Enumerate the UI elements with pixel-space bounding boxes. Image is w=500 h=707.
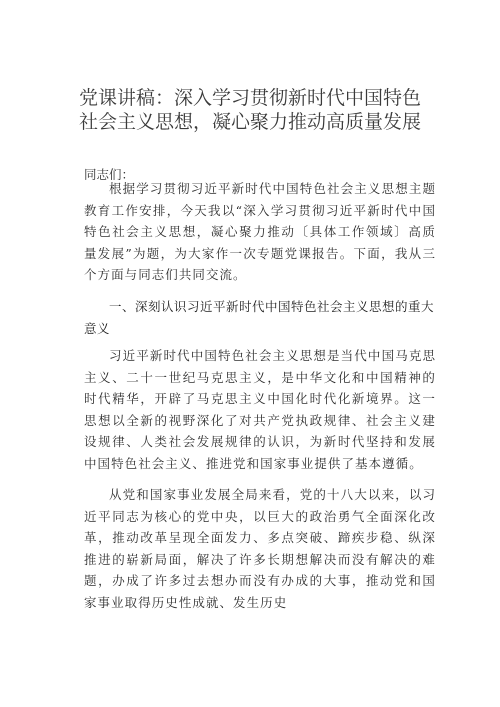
- greeting: 同志们：: [84, 167, 135, 182]
- body-paragraph: 从党和国家事业发展全局来看，党的十八大以来，以习近平同志为核心的党中央，以巨大的政治勇气全面深化改革，推动改革呈现全面发力、多点突破、蹄疾步稳、纵深推进的崭新局面，解决了许多长期想解决而没有解决的难题，办成了许多过去想办而没有办成的大事，推动党和国家事业取得历史性成就、发生历史: [84, 487, 436, 610]
- section-heading: 一、深刻认识习近平新时代中国特色社会主义思想的重大意义: [84, 299, 435, 336]
- intro-paragraph: 根据学习贯彻习近平新时代中国特色社会主义思想主题教育工作安排，今天我以“深入学习贯彻习近平新时代中国特色社会主义思想，凝心聚力推动〔具体工作领域〕高质量发展”为题，为大家作一次专题党课报告。下面，我从三个方面与同志们共同交流。: [84, 181, 436, 283]
- document-title-line-2: 社会主义思想，凝心聚力推动高质量发展: [78, 111, 421, 133]
- document-title-line-1: 党课讲稿：深入学习贯彻新时代中国特色: [78, 87, 421, 109]
- body-paragraph: 习近平新时代中国特色社会主义思想是当代中国马克思主义、二十一世纪马克思主义，是中华文化和中国精神的时代精华，开辟了马克思主义中国化时代化新境界。这一思想以全新的视野深化了对共产党执政规律、社会主义建设规律、人类社会发展规律的认识，为新时代坚持和发展中国特色社会主义、推进党和国家事业提供了基本遵循。: [84, 348, 436, 471]
